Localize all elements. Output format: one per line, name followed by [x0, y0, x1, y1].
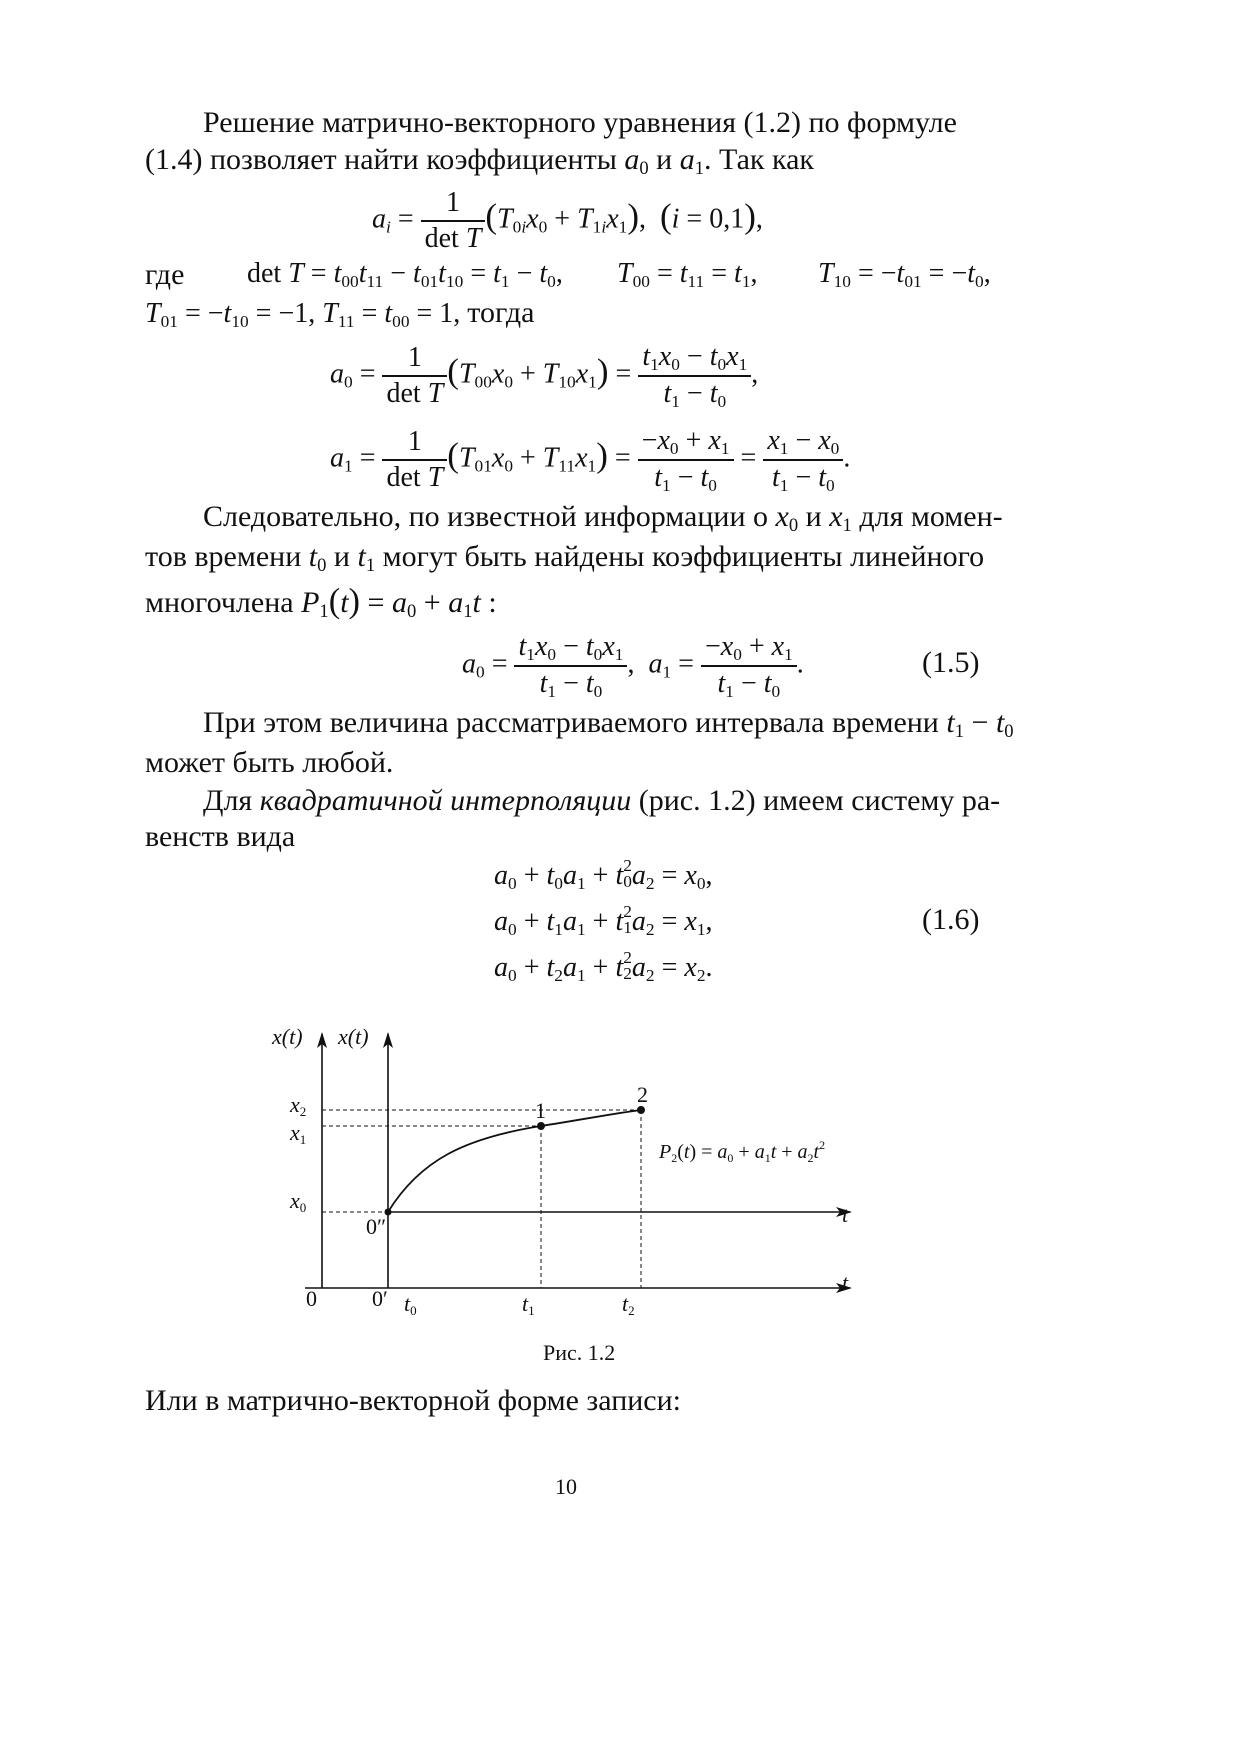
poly-label: $P_2(t) = a_0 + a_1t + a_2t^2$ — [659, 1138, 826, 1165]
page-number: 10 — [555, 1474, 577, 1499]
t-label-upper: t — [842, 1202, 849, 1227]
formula-a0: $a_0$ = $\frac{1}{\text{det T}}$ $(T_{00}x_0 + T_{10}x_1)$ = $\frac{t_1x_0 - t_0x_1}{t_1 - t_0}$ , — [330, 341, 759, 411]
point-label-1: 1 — [535, 1098, 546, 1123]
figure-caption: Рис. 1.2 — [543, 1340, 616, 1365]
det-expression: $\det T = t_{00}t_{11} - t_{01}t_{10} = t_1 - t_0$, — [247, 258, 563, 291]
point-label-2: 2 — [637, 1082, 648, 1107]
para2-line2: тов времени $t_0$ и $t_1$ могут быть найдены коэффициенты линейного — [145, 540, 985, 577]
eq-1-6-row-2: $a_0 + t_1a_1 + t$ 2 1 $a_2 = x_1$, — [494, 902, 713, 939]
para4-line1: Для квадратичной интерполяции (рис. 1.2) имеем систему ра- — [203, 784, 1001, 817]
para2-line3: многочлена $P_1(t) = a_0 + a_1t$ : — [145, 582, 497, 623]
equation-1-5: $a_0$ = $\frac{t_1x_0 - t_0x_1}{t_1 - t_0}$ , $a_1$ = $\frac{-x_0 + x_1}{t_1 - t_0}$ . — [462, 631, 804, 701]
t10-expression: $T_{10} = -t_{01} = -t_0$, — [818, 258, 991, 291]
para1-line1: Решение матрично-векторного уравнения (1.2) по формуле — [203, 106, 957, 139]
eq-1-6-tag: (1.6) — [922, 903, 980, 936]
para2-line1: Следовательно, по известной информации о $x_0$ и $x_1$ для момен- — [203, 500, 1003, 537]
origin-zero: 0 — [306, 1286, 317, 1311]
formula-a1: $a_1$ = $\frac{1}{\text{det T}}$ $(T_{01}x_0 + T_{11}x_1)$ = $\frac{-x_0 + x_1}{t_1 - t_0}$ = $\frac{x_1 - x_0}{t_1 - t_0}$ . — [330, 425, 851, 495]
eq-1-5-tag: (1.5) — [922, 646, 980, 679]
interpolation-curve — [388, 1110, 641, 1212]
t-label-lower: t — [842, 1270, 849, 1295]
where-word: где — [145, 258, 185, 291]
point-2 — [637, 1106, 645, 1114]
point-1 — [537, 1122, 545, 1130]
label-t0: t0 — [404, 1291, 417, 1318]
origin-prime: 0′ — [372, 1286, 388, 1311]
label-x0: x0 — [290, 1188, 307, 1215]
para1-line2: (1.4) позволяет найти коэффициенты $a_0$ и $a_1$. Так как — [145, 143, 814, 180]
last-line: Или в матрично-векторной форме записи: — [145, 1384, 682, 1417]
para4-line2: венств вида — [145, 820, 296, 853]
formula-ai: $a_i$ = $\frac{1}{\text{det T}}$ $(T_{0i}x_0 + T_{1i}x_1)$, (i = 0,1), — [372, 187, 763, 255]
label-t1: t1 — [522, 1291, 535, 1318]
label-t2: t2 — [622, 1291, 635, 1318]
axis-label-inner: x(t) — [338, 1024, 369, 1049]
t01-line: $T_{01} = -t_{10} = -1$, $T_{11} = t_{00} = 1$, тогда — [145, 296, 535, 331]
para3-line2: может быть любой. — [145, 746, 394, 779]
para3-line1: При этом величина рассматриваемого интервала времени $t_1 - t_0$ — [203, 706, 1014, 743]
eq-1-6-row-1: $a_0 + t_0a_1 + t$ 2 0 $a_2 = x_0$, — [494, 856, 713, 893]
label-x1: x1 — [290, 1120, 307, 1147]
origin-double-prime: 0″ — [366, 1214, 387, 1239]
label-x2: x2 — [290, 1092, 307, 1119]
eq-1-6-row-3: $a_0 + t_2a_1 + t$ 2 2 $a_2 = x_2$. — [494, 948, 713, 985]
axis-label-outer: x(t) — [272, 1024, 303, 1049]
t00-expression: $T_{00} = t_{11} = t_1$, — [617, 258, 758, 291]
